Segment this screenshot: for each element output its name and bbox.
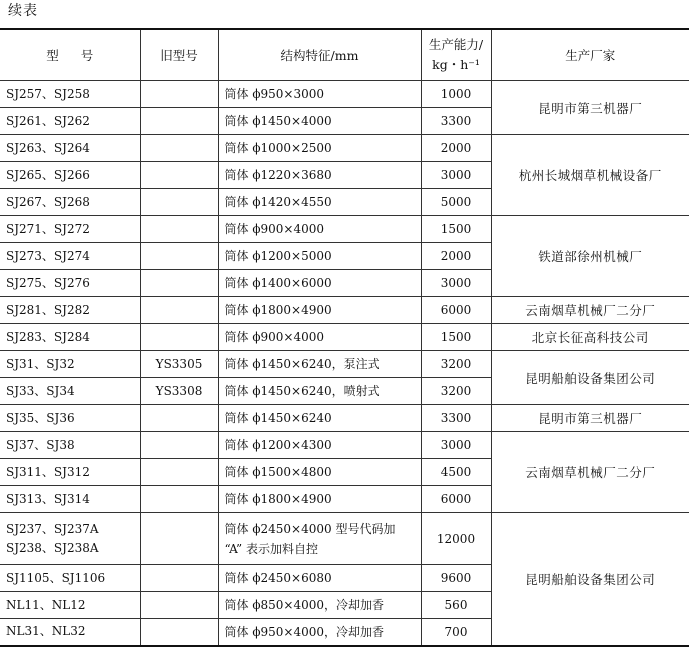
capacity-cell: 1000 (421, 81, 491, 108)
model-cell: SJ281、SJ282 (0, 297, 140, 324)
old-model-cell (140, 619, 218, 646)
table-row (0, 81, 689, 108)
old-model-cell (140, 81, 218, 108)
table-row (0, 297, 689, 324)
header-row (0, 29, 689, 81)
old-model-cell (140, 108, 218, 135)
old-model-cell (140, 324, 218, 351)
table-row (0, 324, 689, 351)
model-cell: SJ33、SJ34 (0, 378, 140, 405)
capacity-cell: 12000 (421, 513, 491, 565)
table-row (0, 432, 689, 459)
table-row (0, 513, 689, 565)
model-cell: NL31、NL32 (0, 619, 140, 646)
model-cell: SJ311、SJ312 (0, 459, 140, 486)
header-capacity-line2: kg・h⁻¹ (432, 57, 480, 72)
manufacturer-cell: 北京长征高科技公司 (491, 324, 689, 351)
old-model-cell (140, 592, 218, 619)
feature-cell: 筒体 ϕ1200×5000 (218, 243, 421, 270)
feature-cell (218, 513, 421, 565)
old-model-cell (140, 432, 218, 459)
manufacturer-cell: 铁道部徐州机械厂 (491, 216, 689, 297)
model-cell: SJ261、SJ262 (0, 108, 140, 135)
old-model-cell (140, 459, 218, 486)
table-row (0, 216, 689, 243)
feature-cell: 筒体 ϕ950×3000 (218, 81, 421, 108)
old-model-cell: YS3308 (140, 378, 218, 405)
old-model-cell (140, 189, 218, 216)
model-cell: SJ257、SJ258 (0, 81, 140, 108)
model-cell: SJ271、SJ272 (0, 216, 140, 243)
model-cell: SJ1105、SJ1106 (0, 565, 140, 592)
feature-cell: 筒体 ϕ1450×6240 (218, 405, 421, 432)
manufacturer-cell: 杭州长城烟草机械设备厂 (491, 135, 689, 216)
manufacturer-cell: 昆明市第三机器厂 (491, 405, 689, 432)
model-line: SJ237、SJ237A (6, 521, 99, 536)
capacity-cell: 3200 (421, 378, 491, 405)
feature-cell: 筒体 ϕ1450×6240，喷射式 (218, 378, 421, 405)
feature-cell: 筒体 ϕ1800×4900 (218, 486, 421, 513)
header-old-model: 旧型号 (140, 29, 218, 81)
old-model-cell (140, 486, 218, 513)
model-cell: SJ265、SJ266 (0, 162, 140, 189)
manufacturer-cell: 昆明船舶设备集团公司 (491, 351, 689, 405)
feature-cell: 筒体 ϕ1420×4550 (218, 189, 421, 216)
feature-cell: 筒体 ϕ1220×3680 (218, 162, 421, 189)
feature-cell: 筒体 ϕ900×4000 (218, 324, 421, 351)
model-cell: SJ313、SJ314 (0, 486, 140, 513)
old-model-cell (140, 405, 218, 432)
feature-cell: 筒体 ϕ1450×6240，泵注式 (218, 351, 421, 378)
model-cell: SJ31、SJ32 (0, 351, 140, 378)
capacity-cell: 3000 (421, 432, 491, 459)
feature-cell: 筒体 ϕ1450×4000 (218, 108, 421, 135)
equipment-table (0, 28, 689, 647)
capacity-cell: 3000 (421, 270, 491, 297)
model-cell: SJ37、SJ38 (0, 432, 140, 459)
old-model-cell (140, 135, 218, 162)
model-line: SJ238、SJ238A (6, 540, 99, 555)
feature-cell: 筒体 ϕ1200×4300 (218, 432, 421, 459)
capacity-cell: 700 (421, 619, 491, 646)
feature-line: 筒体 ϕ2450×4000 型号代码加 (224, 521, 396, 536)
old-model-cell (140, 565, 218, 592)
model-cell: SJ263、SJ264 (0, 135, 140, 162)
header-model: 型号 (0, 29, 140, 81)
old-model-cell (140, 243, 218, 270)
capacity-cell: 6000 (421, 297, 491, 324)
capacity-cell: 2000 (421, 243, 491, 270)
header-capacity (421, 29, 491, 81)
capacity-cell: 3300 (421, 108, 491, 135)
table-caption: 续表 (8, 3, 38, 19)
capacity-cell: 6000 (421, 486, 491, 513)
capacity-cell: 2000 (421, 135, 491, 162)
feature-cell: 筒体 ϕ850×4000，冷却加香 (218, 592, 421, 619)
feature-cell: 筒体 ϕ900×4000 (218, 216, 421, 243)
old-model-cell (140, 270, 218, 297)
feature-cell: 筒体 ϕ1000×2500 (218, 135, 421, 162)
header-features: 结构特征/mm (218, 29, 421, 81)
capacity-cell: 560 (421, 592, 491, 619)
feature-line: “A” 表示加料自控 (224, 541, 318, 556)
capacity-cell: 5000 (421, 189, 491, 216)
capacity-cell: 4500 (421, 459, 491, 486)
model-cell: SJ267、SJ268 (0, 189, 140, 216)
feature-cell: 筒体 ϕ2450×6080 (218, 565, 421, 592)
feature-cell: 筒体 ϕ1400×6000 (218, 270, 421, 297)
old-model-cell (140, 162, 218, 189)
old-model-cell (140, 513, 218, 565)
table-row (0, 135, 689, 162)
table-row (0, 351, 689, 378)
model-cell: NL11、NL12 (0, 592, 140, 619)
old-model-cell: YS3305 (140, 351, 218, 378)
model-cell (0, 513, 140, 565)
model-cell: SJ275、SJ276 (0, 270, 140, 297)
capacity-cell: 1500 (421, 216, 491, 243)
feature-cell: 筒体 ϕ1500×4800 (218, 459, 421, 486)
capacity-cell: 9600 (421, 565, 491, 592)
model-cell: SJ273、SJ274 (0, 243, 140, 270)
old-model-cell (140, 216, 218, 243)
table-row (0, 405, 689, 432)
manufacturer-cell: 云南烟草机械厂二分厂 (491, 432, 689, 513)
manufacturer-cell: 昆明船舶设备集团公司 (491, 513, 689, 646)
capacity-cell: 3000 (421, 162, 491, 189)
manufacturer-cell: 昆明市第三机器厂 (491, 81, 689, 135)
manufacturer-cell: 云南烟草机械厂二分厂 (491, 297, 689, 324)
model-cell: SJ283、SJ284 (0, 324, 140, 351)
capacity-cell: 3300 (421, 405, 491, 432)
capacity-cell: 1500 (421, 324, 491, 351)
feature-cell: 筒体 ϕ950×4000，冷却加香 (218, 619, 421, 646)
old-model-cell (140, 297, 218, 324)
capacity-cell: 3200 (421, 351, 491, 378)
header-capacity-line1: 生产能力/ (428, 37, 484, 52)
feature-cell: 筒体 ϕ1800×4900 (218, 297, 421, 324)
model-cell: SJ35、SJ36 (0, 405, 140, 432)
header-manufacturer: 生产厂家 (491, 29, 689, 81)
